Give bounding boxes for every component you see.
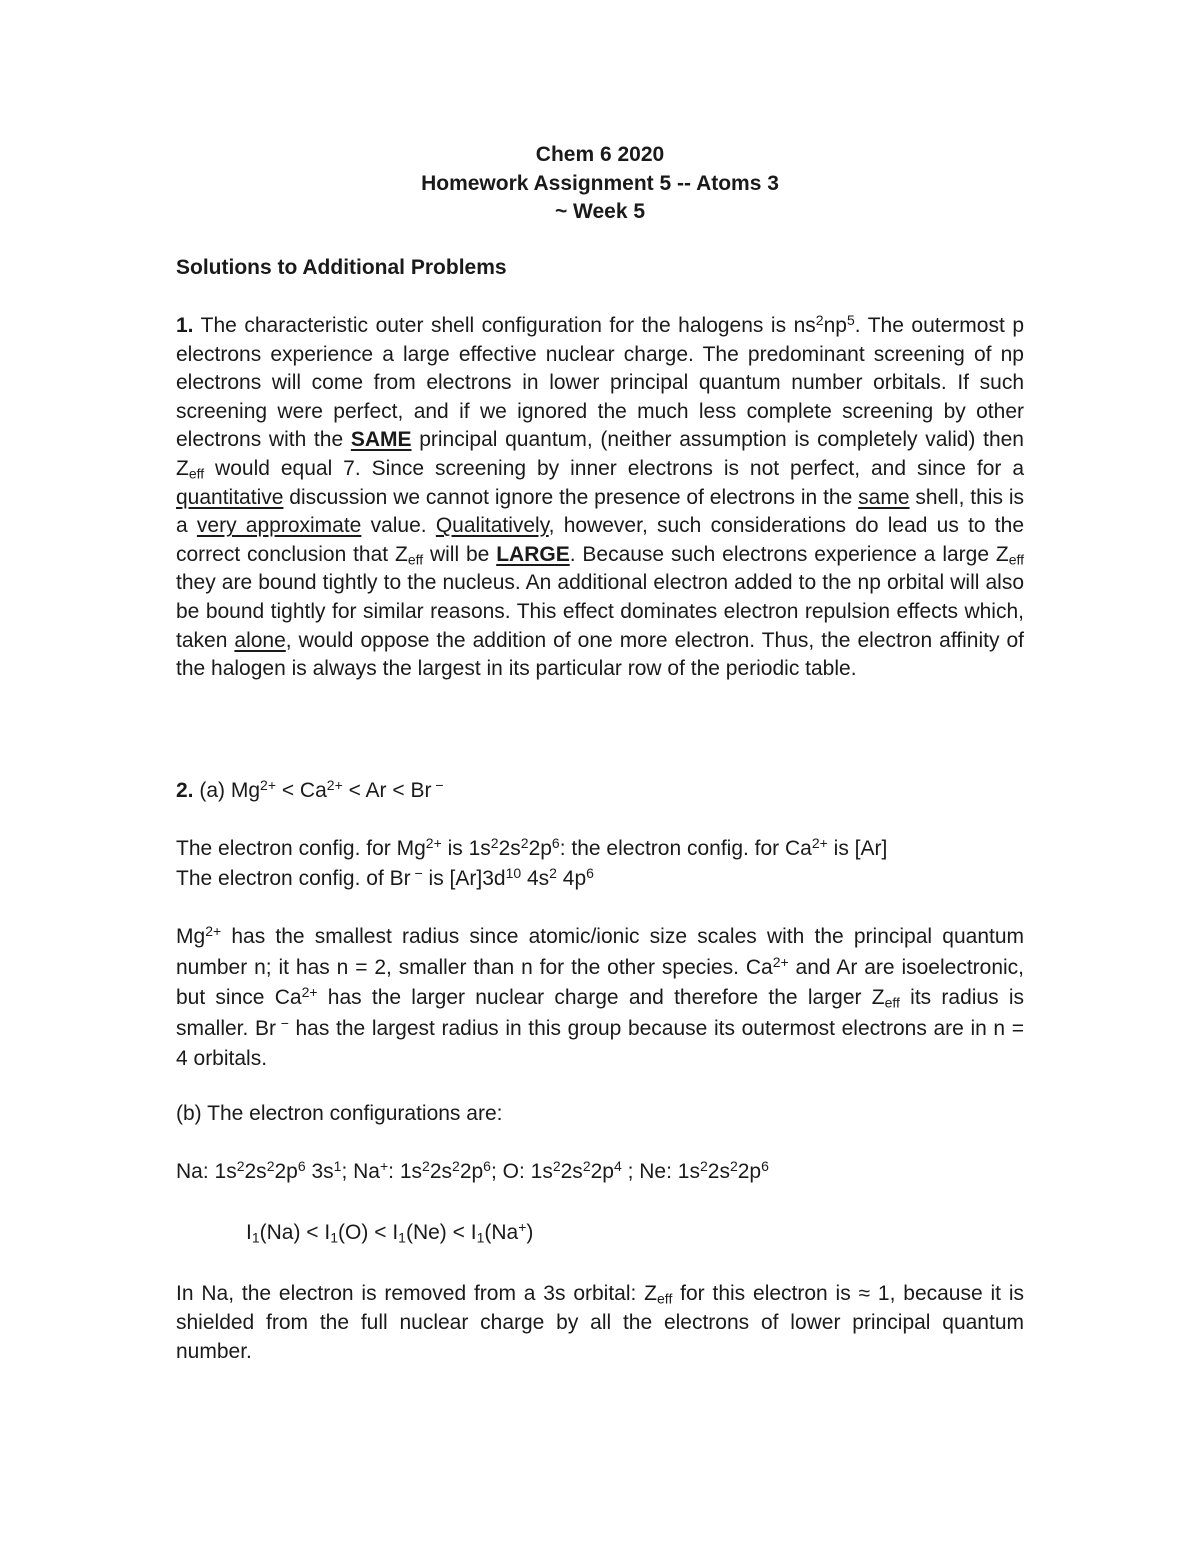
problem-1-paragraph: 1. The characteristic outer shell configuration for the halogens is $ns^2np^5$. The outermost p electrons experience a large effective nuclear charge. The predominant screening of np electrons will come from electrons in lower principal quantum number orbitals. If such screening were perfect, and if we ignored the much less complete screening by other electrons with the SAME principal quantum, (neither assumption is completely valid) then $Z_{eff}$ would equal 7. Since screening by inner electrons is not perfect, and since for a quantitative discussion we cannot ignore the presence of electrons in the same shell, this is a very approximate value. Qualitatively, however, such considerations do lead us to the correct conclusion that $Z_{eff}$ will be LARGE. Because such electrons experience a large $Z_{eff}$ they are bound tightly to the nucleus. An additional electron added to the np orbital will also be bound tightly for similar reasons. This effect dominates electron repulsion effects which, taken alone, would oppose the addition of one more electron. Thus, the electron affinity of the halogen is always the largest in its particular row of the periodic table. [176,312,1025,681]
config-line-mg-ca: The electron config. for $Mg^{2+}$ is $1s^22s^22p^6$: the electron config. for $Ca^{2+}$ is [Ar] [176,835,888,860]
emphasis-same: SAME [350,428,412,452]
course-title: Chem 6 2020 [535,143,665,166]
ionization-energy-ordering: $I_1(Na) < I_1(O) < I_1(Ne) < I_1(Na^+)$ [246,1219,534,1246]
assignment-title: Homework Assignment 5 -- Atoms 3 [421,172,779,195]
problem-2a-ordering: 2. (a) $Mg^{2+} < Ca^{2+} < Ar < Br$ − [176,777,444,802]
emphasis-quantitative: quantitative [176,485,284,509]
section-title: Solutions to Additional Problems [176,256,507,279]
sodium-explanation-paragraph: In Na, the electron is removed from a 3s orbital: $Z_{eff}$ for this electron is ≈ 1, because it is shielded from the full nuclear charge by all the electrons of lower principal quantum number. [176,1282,1024,1363]
emphasis-qualitatively: Qualitatively [435,514,549,538]
radius-explanation-paragraph: $Mg^{2+}$ has the smallest radius since atomic/ionic size scales with the principal quantum number n; it has n = 2, smaller than n for the other species. $Ca^{2+}$ and Ar are isoelectronic, but since $Ca^{2+}$ has the larger nuclear charge and therefore the larger $Z_{eff}$ its radius is smaller. Br − has the largest radius in this group because its outermost electrons are in n = 4 orbitals. [176,923,1025,1070]
week-label: ~ Week 5 [554,200,646,223]
configurations-line: Na: $1s^22s^22p^6$ $3s^1$; Na+: $1s^22s^22p^6$; O: $1s^22s^22p^4$ ; Ne: $1s^22s^22p^6$ [176,1158,769,1183]
config-line-br: The electron config. of Br − is $[Ar]3d^{10}$ $4s^2$ $4p^6$ [176,865,594,890]
problem-number: 1. [176,314,194,337]
problem-number: 2. [176,779,194,802]
problem-2b-intro: (b) The electron configurations are: [176,1102,503,1125]
emphasis-alone: alone [234,628,286,652]
emphasis-large: LARGE [496,542,570,566]
emphasis-very-approximate: very approximate [196,514,362,538]
emphasis-same-shell: same [858,485,910,509]
